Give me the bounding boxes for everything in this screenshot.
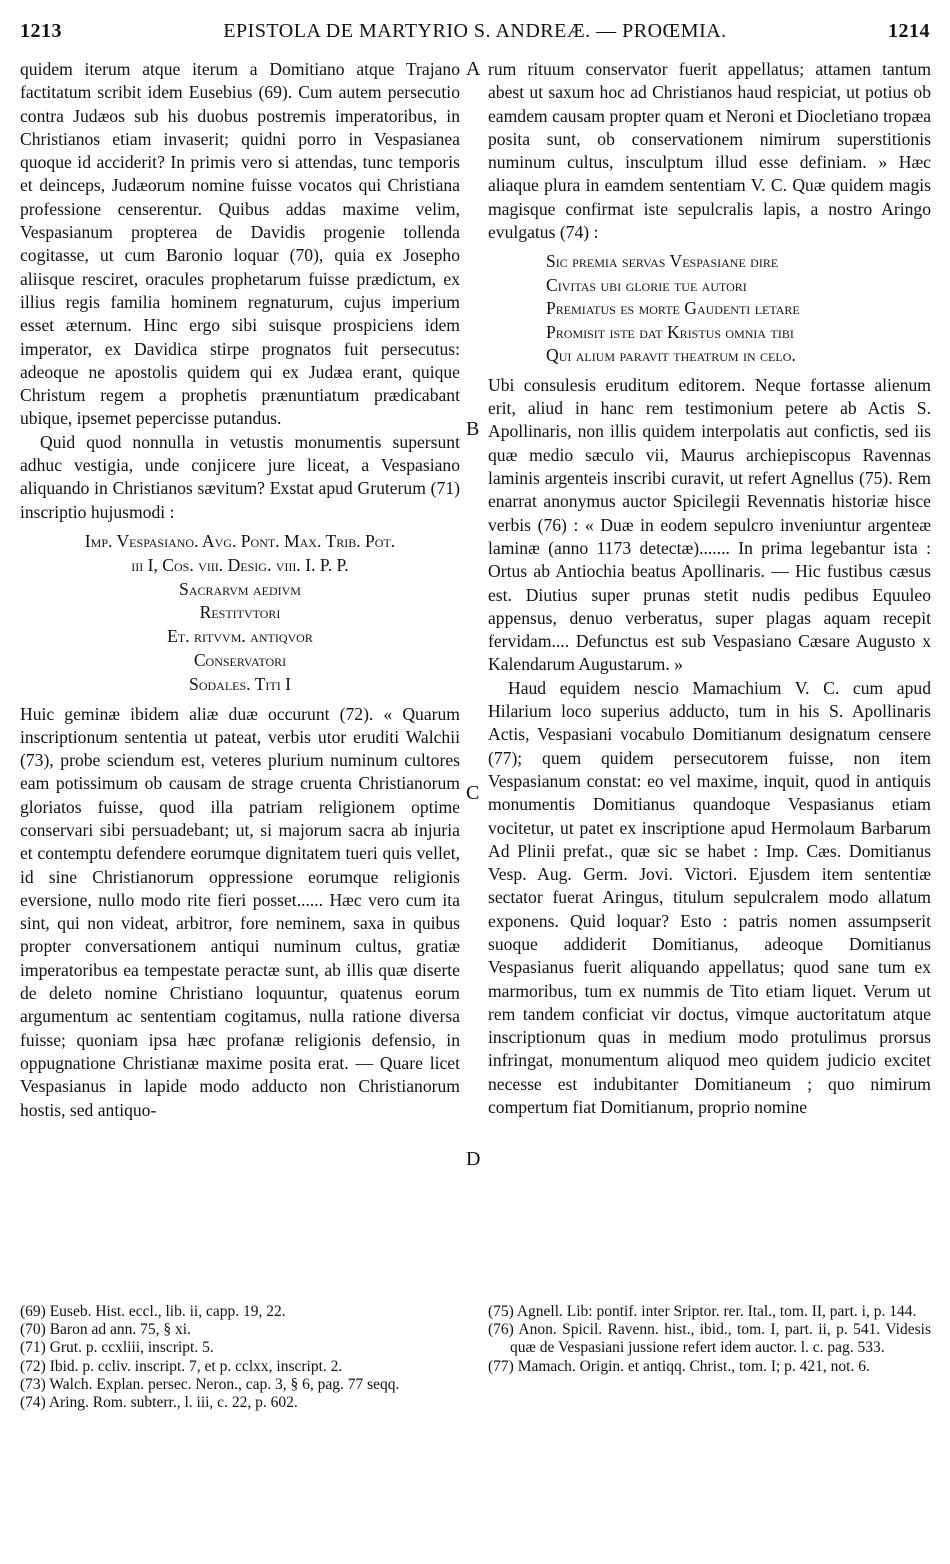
inscription-line: Et. ritvvm. antiqvor xyxy=(167,626,313,647)
right-column xyxy=(488,58,931,1119)
footnote: (74) Aring. Rom. subterr., l. iii, c. 22, p. 602. xyxy=(20,1394,298,1412)
inscription-line: Sacrarvm aedivm xyxy=(179,578,301,599)
right-paragraph-3: Haud equidem nescio Mamachium V. C. cum apud Hilarium loco superius adducto, tum in his S. Apollinaris Actis, Vespasiani vocabulo Domitianum designatum censere (77); quem quidem persecutorem fuisse, non item Vespasianum constat: eo vel maxime, inquit, quod in antiquis monumentis Domitianus quandoque Vespasianus etiam vocitetur, ut patet ex inscriptione apud Hermolaum Barbarum Ad Plinii prefat., quæ sic se habet : Imp. Cæs. Domitianus Vesp. Aug. Germ. Jovi. Victori. Ejusdem item sententiæ sectator fuerat Aringus, titulum sepulcralem modo allatum exponens. Quid loquar? Esto : patris nomen assumpserit suoque addiderit Domitianus, adeoque Domitianus Vespasianus fuerit aliquando appellatus; quod sane tum ex marmoribus, tum ex nummis de Tito etiam liquet. Verum ut rem tandem conficiat vir doctus, vimque auctoritatum atque inscriptionum quas in medium modo protulimus prorsus infringat, monumentum aliquod meo quidem judicio excitet necesse est indubitanter Domitianeum ; quo nimirum compertum fiat Domitianum, proprio nomine xyxy=(488,677,931,1118)
inscription-line: Sodales. Titi I xyxy=(189,673,291,694)
inscription-line: Conservatori xyxy=(193,649,287,670)
left-column xyxy=(20,58,460,1122)
page-number-right: 1214 xyxy=(888,20,930,42)
inscription-line: iii I, Cos. viii. Desig. viii. I. P. P. xyxy=(131,554,349,575)
margin-marker-a: A xyxy=(466,58,481,80)
footnote: (75) Agnell. Lib: pontif. inter Sriptor. rer. Ital., tom. II, part. i, p. 144. xyxy=(488,1303,917,1320)
footnote: (73) Walch. Explan. persec. Neron., cap. 3, § 6, pag. 77 seqq. xyxy=(20,1375,400,1393)
inscription-line: Restitvtori xyxy=(199,602,281,623)
poem-line: Civitas ubi glorie tue autori xyxy=(546,274,747,295)
footnotes-right xyxy=(488,1303,931,1376)
left-paragraph-1: quidem iterum atque iterum a Domitiano atque Trajano factitatum scribit idem Eusebius (69). Cum autem persecutio contra Judæos sub his duobus postremis imperatoribus, in Christianos etiam invaserit; quidni porro in Vespasianea quoque id acciderit? In primis vero si attendas, tunc temporis et deinceps, Judæorum nomine fuisse vocatos qui Christiana professione censerentur. Quibus addas maxime velim, Vespasianum propterea de Davidis progenie tollenda cogitasse, ut cum Baronio loquar (70), quia ex Josepho aliisque resciret, oracules prophetarum fuisse prædictum, ex illius regis familia hominem regnaturum, cujus imperium esset æternum. Hinc ergo sibi suisque prospiciens idem imperator, ex Davidica stirpe prognatos fuit persecutus: adeoque ne apostolis quidem qui ex Judæa erant, quique Christum regem a prophetis prænuntiatum prædicabant ubique, ipsemet pepercisse putandus. xyxy=(20,59,460,429)
running-title: EPISTOLA DE MARTYRIO S. ANDREÆ. — PROŒMIA. xyxy=(223,20,727,42)
footnote: (69) Euseb. Hist. eccl., lib. ii, capp. 19, 22. xyxy=(20,1303,286,1320)
footnote: (71) Grut. p. ccxliii, inscript. 5. xyxy=(20,1339,214,1357)
right-paragraph-1: rum rituum conservator fuerit appellatus; attamen tantum abest ut saxum hoc ad Christianos haud respiciat, ut potius ob eamdem causam propter quam et Neroni et Diocletiano tropæa posita sunt, ob conservationem nimirum superstitionis numinum cultus, insculptum illud esse definiam. » Hæc aliaque plura in eamdem sententiam V. C. Quæ quidem magis magisque confirmat iste sepulcralis lapis, a nostro Aringo evulgatus (74) : xyxy=(488,59,931,243)
footnote: (70) Baron ad ann. 75, § xi. xyxy=(20,1321,191,1339)
left-paragraph-2: Quid quod nonnulla in vetustis monumentis supersunt adhuc vestigia, unde conjicere jure liceat, a Vespasiano aliquando in Christianos sævitum? Exstat apud Gruterum (71) inscriptio hujusmodi : xyxy=(20,431,460,522)
sepulchral-inscription xyxy=(546,250,931,368)
footnote: (72) Ibid. p. ccliv. inscript. 7, et p. cclxx, inscript. 2. xyxy=(20,1357,343,1375)
right-paragraph-2: Ubi consulesis eruditum editorem. Neque fortasse alienum erit, aliud in hanc rem testimonium petere ab Actis S. Apollinaris, non illis quidem interpolatis aut confictis, sed iis quæ medio sæculo vii, Maurus archiepiscopus Ravennas laminis argenteis inscribi curavit, ut refert Agnellus (75). Rem enarrat anonymus auctor Spicilegii Revennatis historiæ hisce verbis (76) : « Duæ in eodem sepulcro inveniuntur argenteæ laminæ (anno 1173 detectæ)....... In prima legebantur ista : Ortus ab Antiochia beatus Apollinaris. — Hic fustibus cæsus est. Diutius super prunas stetit nudis pedibus Equuleo appensus, denuo verberatus, super plagas aquam recepit fervidam.... Defunctus est sub Vespasiano Cæsare Augusto x Kalendarum Augustarum. » xyxy=(488,374,931,675)
page-header xyxy=(20,20,930,46)
gruter-inscription xyxy=(20,530,460,697)
footnotes-left xyxy=(20,1303,460,1412)
margin-marker-b: B xyxy=(466,418,480,440)
left-paragraph-3: Huic geminæ ibidem aliæ duæ occurunt (72). « Quarum inscriptionum sententia ut pateat, verbis utor eruditi Walchii (73), probe sciendum est, veteres plurium numinum cultores eam potissimum ob causam de strage cruenta Christianorum gloriatos fuisse, quod illa patriam religionem optime conservari sibi persuadebant; ut, si majorum sacra ab injuria et contemptu defendere eorumque dignitatem tueri quis vellet, id sine Christianorum oppressione eorumque religionis eversione, nullo modo rite fieri posset...... Hæc vero cum ita sint, qui non videat, arbitror, fore neminem, saxa in quibus propter conversationem antiqui numinum cultus, gratiæ imperatoribus ea tempestate peractæ sunt, ab illis quæ diserte de deleto nomine Christiano loquuntur, quatenus eorum argumentum ac sententiam cogitamus, nulla ratione diversa fuisse; quoniam ipsa hæc profanæ religionis defensio, in oppugnatione Christianæ maxime posita erat. — Quare licet Vespasianus in lapide modo adducto non Christianorum hostis, sed antiquo- xyxy=(20,703,460,1120)
page-number-left: 1213 xyxy=(20,20,62,42)
poem-line: Qui alium paravit theatrum in celo. xyxy=(546,345,796,366)
margin-marker-c: C xyxy=(466,782,480,804)
margin-marker-d: D xyxy=(466,1148,481,1170)
poem-line: Promisit iste dat Kristus omnia tibi xyxy=(546,321,794,342)
poem-line: Sic premia servas Vespasiane dire xyxy=(546,251,779,272)
footnote: (77) Mamach. Origin. et antiqq. Christ., tom. I; p. 421, not. 6. xyxy=(488,1357,870,1375)
footnote: (76) Anon. Spicil. Ravenn. hist., ibid., tom. I, part. ii, p. 541. Videsis quæ de Vespasiani jussione refert idem auctor. l. c. pag. 533. xyxy=(488,1321,931,1357)
inscription-line: Imp. Vespasiano. Avg. Pont. Max. Trib. Pot. xyxy=(84,530,396,551)
poem-line: Premiatus es morte Gaudenti letare xyxy=(546,298,800,319)
